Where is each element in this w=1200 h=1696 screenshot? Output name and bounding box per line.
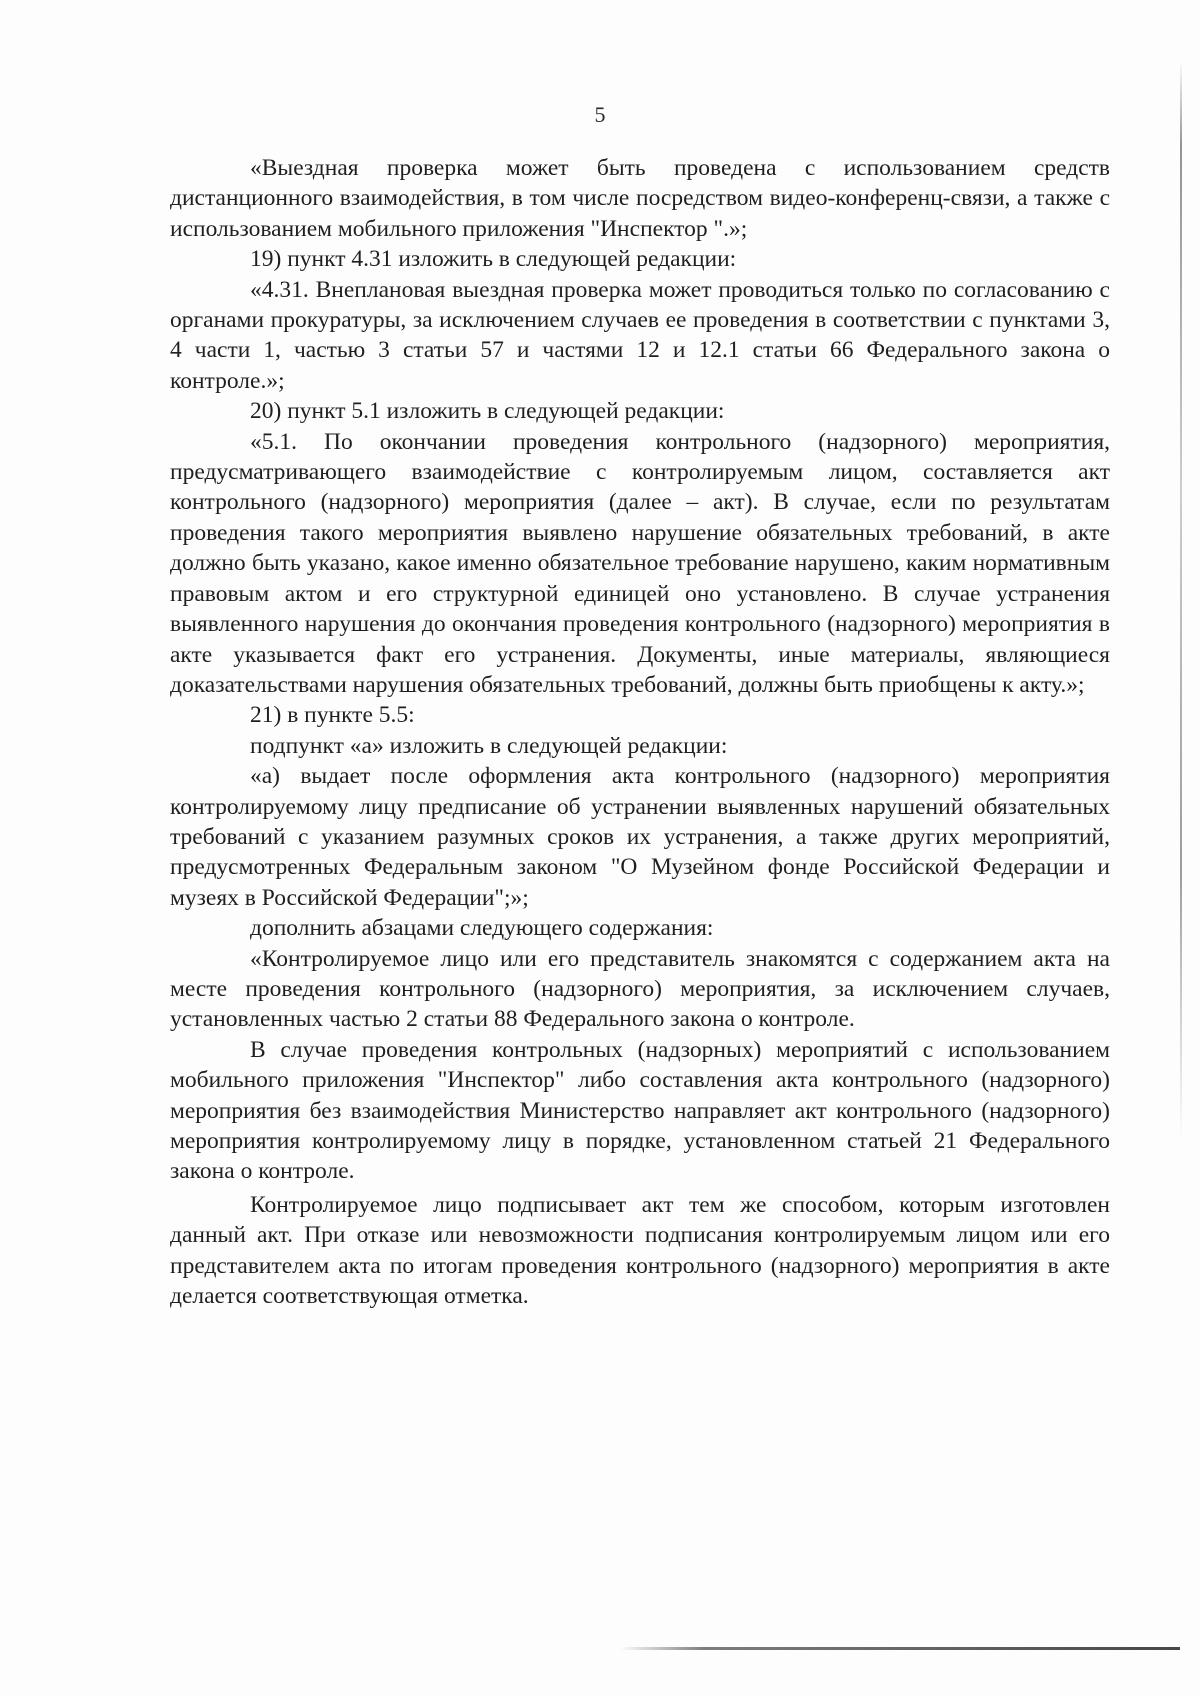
paragraph-subitem-a: «а) выдает после оформления акта контрольного (надзорного) мероприятия контролируемому лицу предписание об устранении выявленных нарушений обязательных требований с указанием разумных сроков их устранения, а также других мероприятий, предусмотренных Федеральным законом "О Музейном фонде Российской Федерации и музеях в Российской Федерации";»; <box>170 763 1110 911</box>
document-body <box>170 153 1110 1311</box>
paragraph-familiarization: «Контролируемое лицо или его представитель знакомятся с содержанием акта на месте проведения контрольного (надзорного) мероприятия, за исключением случаев, установленных частью 2 статьи 88 Федерального закона о контроле. <box>170 945 1110 1033</box>
paragraph-signature: Контролируемое лицо подписывает акт тем же способом, которым изготовлен данный акт. При отказе или невозможности подписания контролируемым лицом или его представителем акта по итогам проведения контрольного (надзорного) мероприятия в акте делается соответствующая отметка. <box>170 1191 1110 1310</box>
paragraph-subitem-a-intro: подпункт «а» изложить в следующей редакции: <box>250 732 728 759</box>
scan-edge-bottom <box>620 1647 1180 1650</box>
page-number: 5 <box>594 102 606 127</box>
paragraph-item-21: 21) в пункте 5.5: <box>250 702 415 729</box>
paragraph-item-19: 19) пункт 4.31 изложить в следующей редакции: <box>250 246 737 273</box>
scan-edge-right <box>1180 60 1182 1140</box>
paragraph-supplement-intro: дополнить абзацами следующего содержания: <box>250 915 714 942</box>
paragraph-item-20: 20) пункт 5.1 изложить в следующей редакции: <box>250 398 725 425</box>
paragraph-remote-inspection: «Выездная проверка может быть проведена с использованием средств дистанционного взаимодействия, в том числе посредством видео-конференц-связи, а также с использованием мобильного приложения "Инспектор ".»; <box>170 155 1110 242</box>
paragraph-clause-5-1: «5.1. По окончании проведения контрольного (надзорного) мероприятия, предусматривающего взаимодействие с контролируемым лицом, составляется акт контрольного (надзорного) мероприятия (далее – акт). В случае, если по результатам проведения такого мероприятия выявлено нарушение обязательных требований, в акте должно быть указано, какое именно обязательное требование нарушено, каким нормативным правовым актом и его структурной единицей оно установлено. В случае устранения выявленного нарушения до окончания проведения контрольного (надзорного) мероприятия в акте указывается факт его устранения. Документы, иные материалы, являющиеся доказательствами нарушения обязательных требований, должны быть приобщены к акту.»; <box>170 428 1110 698</box>
paragraph-mobile-app: В случае проведения контрольных (надзорных) мероприятий с использованием мобильного приложения "Инспектор" либо составления акта контрольного (надзорного) мероприятия без взаимодействия Министерство направляет акт контрольного (надзорного) мероприятия контролируемому лицу в порядке, установленном статьей 21 Федерального закона о контроле. <box>170 1036 1110 1185</box>
paragraph-clause-4-31: «4.31. Внеплановая выездная проверка может проводиться только по согласованию с органами прокуратуры, за исключением случаев ее проведения в соответствии с пунктами 3, 4 части 1, частью 3 статьи 57 и частями 12 и 12.1 статьи 66 Федерального закона о контроле.»; <box>170 276 1110 394</box>
